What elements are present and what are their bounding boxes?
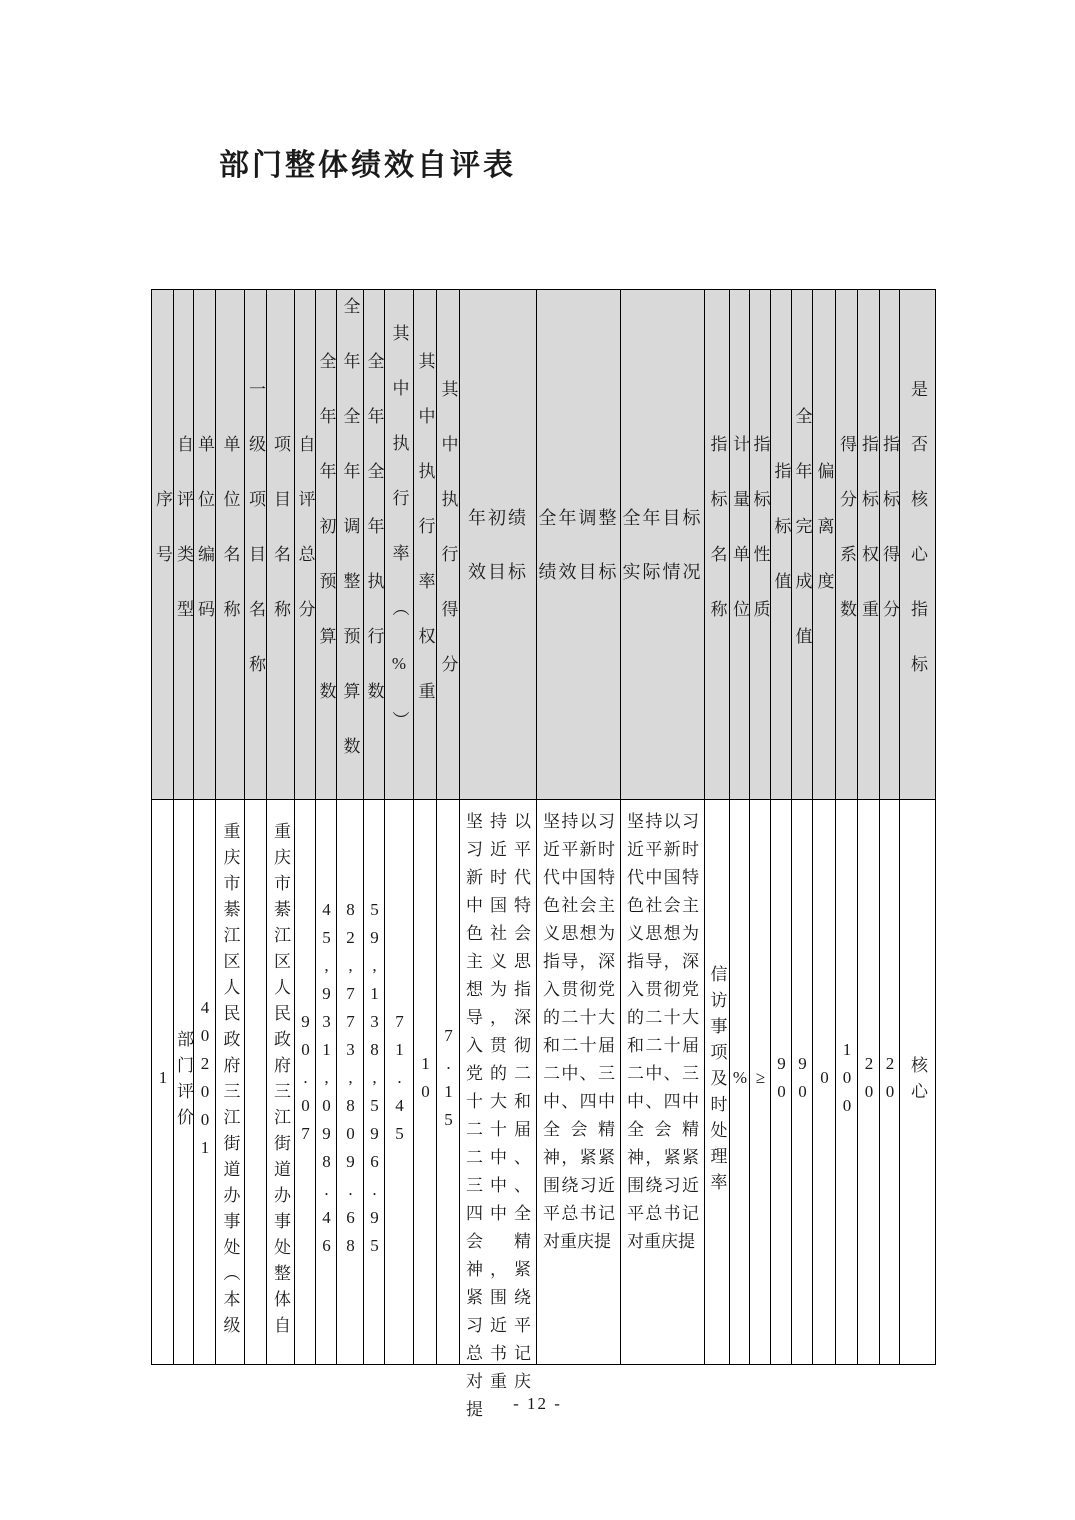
header-label-unit-name: 单位名称 [220, 434, 240, 655]
header-label-indicator-nature: 指标性质 [750, 434, 770, 655]
cell-execution-score [437, 800, 460, 1365]
header-label-self-eval-total-score: 自评总分 [295, 434, 315, 655]
cell-value-indicator-weight: 20 [859, 1054, 879, 1110]
header-label-level1-project-name: 一级项目名称 [246, 379, 265, 710]
cell-value-execution-score: 7.15 [439, 1026, 458, 1138]
cell-indicator-weight [858, 800, 880, 1365]
header-label-execution-rate-weight: 其中执行率权重 [415, 352, 435, 737]
cell-value-annual-adjusted-budget: 82,773,809.68 [341, 900, 360, 1264]
header-label-adjusted-performance-goal: 全年调整绩效目标 [538, 507, 619, 582]
cell-value-measure-unit: % [730, 1068, 750, 1096]
header-label-execution-score: 其中执行得分 [438, 379, 458, 710]
header-label-unit-code: 单位编码 [195, 434, 214, 655]
header-project-name [267, 290, 295, 800]
cell-indicator-value [771, 800, 792, 1365]
cell-unit-code [194, 800, 216, 1365]
cell-value-execution-rate-pct: 71.45 [390, 1012, 409, 1152]
cell-score-coefficient [836, 800, 858, 1365]
cell-value-annual-completion-value: 90 [793, 1054, 812, 1110]
cell-value-indicator-value: 90 [772, 1054, 791, 1110]
header-annual-execution [364, 290, 385, 800]
header-label-actual-goal-situation: 全年目标实际情况 [622, 507, 703, 582]
header-execution-rate-pct [385, 290, 414, 800]
header-annual-initial-budget [316, 290, 337, 800]
cell-initial-performance-goal [460, 800, 537, 1419]
cell-actual-goal-situation [621, 800, 705, 1365]
cell-measure-unit [730, 800, 750, 1365]
header-label-annual-completion-value: 全年完成值 [792, 407, 812, 682]
cell-value-unit-code: 402001 [195, 998, 215, 1166]
header-annual-completion-value [792, 290, 813, 800]
header-self-eval-type [174, 290, 194, 800]
cell-indicator-score [880, 800, 900, 1365]
cell-annual-execution [364, 800, 385, 1365]
cell-value-is-core-indicator: 核心 [908, 1056, 927, 1108]
cell-value-project-name: 重庆市綦江区人民政府三江街道办事处整体自 [271, 822, 290, 1342]
cell-value-annual-initial-budget: 45,931,098.46 [317, 900, 336, 1264]
header-label-measure-unit: 计量单位 [730, 434, 749, 655]
header-execution-score [437, 290, 460, 800]
cell-annual-adjusted-budget [337, 800, 364, 1365]
cell-value-self-eval-type: 部门评价 [174, 1030, 193, 1134]
header-unit-code [194, 290, 216, 800]
header-label-indicator-name: 指标名称 [707, 434, 727, 655]
cell-indicator-nature [750, 800, 771, 1365]
cell-annual-completion-value [792, 800, 813, 1365]
header-execution-rate-weight [414, 290, 437, 800]
cell-is-core-indicator [900, 800, 936, 1365]
cell-value-seq: 1 [153, 1068, 173, 1096]
cell-value-actual-goal-situation: 坚持以习近平新时代中国特色社会主义思想为指导，深入贯彻党的二十大和二十届二中、三中、四中全会精神，紧紧围绕习近平总书记对重庆提 [627, 812, 699, 1251]
header-label-annual-adjusted-budget: 全年全年调整预算数 [340, 297, 360, 792]
cell-value-indicator-nature: ≥ [751, 1068, 770, 1096]
header-label-indicator-score: 指标得分 [880, 434, 899, 655]
header-label-seq: 序号 [153, 489, 172, 600]
header-label-self-eval-type: 自评类型 [174, 434, 193, 655]
cell-adjusted-performance-goal [537, 800, 621, 1365]
cell-value-execution-rate-weight: 10 [416, 1054, 435, 1110]
cell-execution-rate-pct [385, 800, 414, 1365]
header-score-coefficient [836, 290, 858, 800]
header-initial-performance-goal [460, 290, 537, 800]
header-label-deviation-degree: 偏离度 [814, 462, 834, 627]
header-label-indicator-weight: 指标权重 [859, 434, 878, 655]
header-actual-goal-situation [621, 290, 705, 800]
header-annual-adjusted-budget [337, 290, 364, 800]
cell-self-eval-total-score [295, 800, 316, 1365]
cell-value-adjusted-performance-goal: 坚持以习近平新时代中国特色社会主义思想为指导，深入贯彻党的二十大和二十届二中、三中、四中全会精神，紧紧围绕习近平总书记对重庆提 [543, 812, 615, 1251]
header-label-project-name: 项目名称 [271, 434, 290, 655]
cell-self-eval-type [174, 800, 194, 1365]
cell-deviation-degree [813, 800, 836, 1365]
header-unit-name [216, 290, 245, 800]
cell-value-unit-name: 重庆市綦江区人民政府三江街道办事处（本级 [220, 822, 240, 1342]
header-label-annual-execution: 全年全年执行数 [364, 352, 384, 737]
cell-value-self-eval-total-score: 90.07 [296, 1012, 315, 1152]
cell-value-indicator-score: 20 [880, 1054, 900, 1110]
header-label-execution-rate-pct: 其中执行率（%） [389, 323, 409, 766]
page-title: 部门整体绩效自评表 [219, 149, 516, 182]
header-label-is-core-indicator: 是否核心指标 [908, 379, 927, 710]
header-label-annual-initial-budget: 全年年初预算数 [316, 352, 336, 737]
header-is-core-indicator [900, 290, 936, 800]
header-deviation-degree [813, 290, 836, 800]
cell-value-deviation-degree: 0 [815, 1068, 834, 1096]
cell-value-score-coefficient: 100 [837, 1040, 857, 1124]
cell-value-initial-performance-goal: 坚持以习近平新时代中国特色社会主义思想为指导，深入贯彻党的二十大和二十届二中、三中、四中全会精神，紧紧围绕习近平总书记对重庆提 [466, 812, 531, 1419]
page-number: - 12 - [513, 1394, 562, 1413]
header-level1-project-name [245, 290, 267, 800]
header-indicator-score [880, 290, 900, 800]
cell-annual-initial-budget [316, 800, 337, 1365]
header-label-score-coefficient: 得分系数 [837, 434, 856, 655]
cell-value-indicator-name: 信访事项及时处理率 [707, 965, 727, 1199]
header-label-indicator-value: 指标值 [771, 462, 791, 627]
cell-indicator-name [705, 800, 730, 1365]
cell-project-name [267, 800, 295, 1365]
header-label-initial-performance-goal: 年初绩效目标 [468, 507, 528, 582]
header-adjusted-performance-goal [537, 290, 621, 800]
cell-level1-project-name [245, 800, 267, 1365]
cell-execution-rate-weight [414, 800, 437, 1365]
cell-unit-name [216, 800, 245, 1365]
cell-value-annual-execution: 59,138,596.95 [365, 900, 384, 1264]
